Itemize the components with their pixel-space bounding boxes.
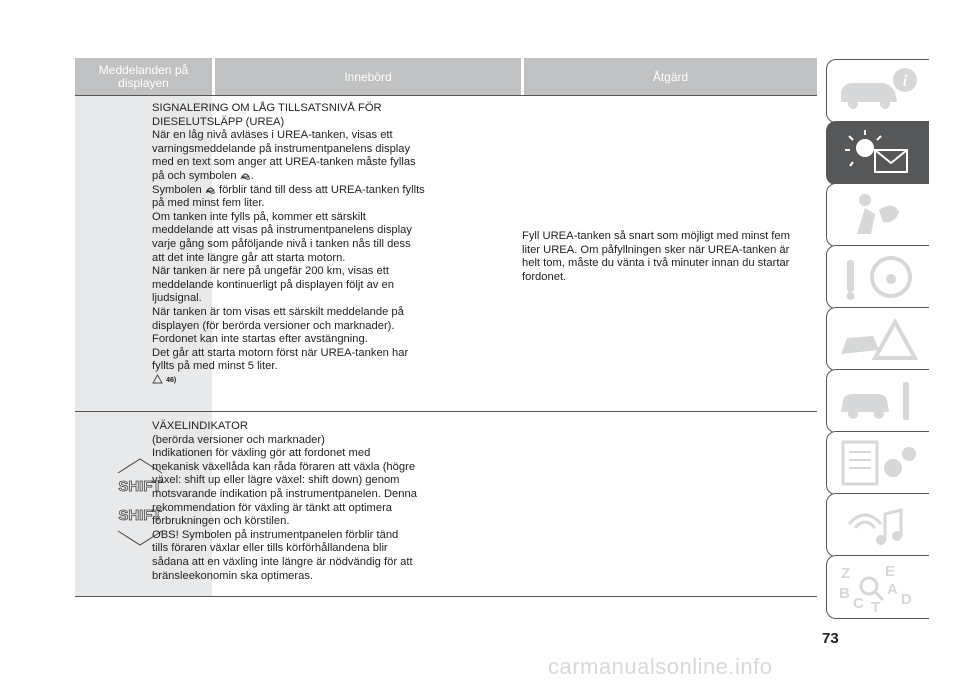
tab-starting-driving[interactable] (826, 245, 929, 309)
reference-number: 46) (166, 376, 177, 384)
text-fragment: på och symbolen (152, 169, 237, 182)
tab-car-info[interactable] (826, 59, 929, 123)
header-messages: Meddelanden på displayen (75, 58, 212, 96)
svg-text:i: i (902, 73, 908, 90)
text-line: varningsmeddelande på instrumentpanelens display (152, 142, 411, 155)
text-line: helt tom, måste du vänta i två minuter innan du startar (522, 257, 790, 270)
text-line: VÄXELINDIKATOR (152, 420, 248, 432)
row2-meaning (152, 420, 444, 583)
svg-text:Z: Z (841, 565, 851, 582)
warning-light-message-icon (835, 128, 925, 178)
row1-meaning (152, 102, 444, 387)
tab-index[interactable] (826, 555, 929, 619)
header-rule (75, 95, 817, 96)
text-line: displayen (för berörda versioner och marknader). (152, 319, 395, 332)
tab-maintenance[interactable] (826, 369, 929, 433)
text-line: växel: shift up eller lägre växel: shift down) genom (152, 474, 400, 487)
car-tools-icon (835, 376, 925, 426)
svg-text:A: A (887, 581, 898, 598)
text-line: ljudsignal. (152, 292, 202, 305)
tab-warning-lights[interactable] (826, 121, 929, 185)
text-line: Om tanken inte fylls på, kommer ett särskilt (152, 210, 366, 223)
text-line: När tanken är nere på ungefär 200 km, visas ett (152, 265, 389, 278)
tab-technical-data[interactable] (826, 431, 929, 495)
shift-up-label: SHIFT (118, 478, 162, 495)
multimedia-icon (835, 500, 925, 550)
tab-safety[interactable] (826, 183, 929, 247)
svg-text:D: D (901, 591, 912, 608)
svg-text:C: C (853, 595, 864, 612)
text-line: SIGNALERING OM LÅG TILLSATSNIVÅ FÖR (152, 102, 382, 114)
text-line: bränsleekonomin ska optimeras. (152, 569, 314, 582)
text-line: Fyll UREA-tanken så snart som möjligt med minst fem (522, 230, 790, 242)
caution-hand-icon (152, 374, 163, 384)
urea-warning-icon (205, 184, 216, 194)
text-line: mekanisk växellåda kan råda föraren att växla (högre (152, 460, 416, 473)
watermark: carmanualsonline.info (548, 654, 773, 679)
crash-warning-triangle-icon (835, 314, 925, 364)
text-line: Indikationen för växling gör att fordonet med (152, 447, 371, 460)
tab-multimedia[interactable] (826, 493, 929, 557)
alphabetical-index-icon (835, 562, 925, 612)
text-fragment: förblir tänd till dess att UREA-tanken fyllts (218, 183, 425, 196)
text-line: fyllts på med minst 5 liter. (152, 360, 278, 373)
row-divider (75, 411, 817, 412)
text-line: att det inte längre går att starta motorn. (152, 251, 346, 264)
page-number: 73 (822, 630, 839, 647)
text-line: Fordonet kan inte startas efter avstängning. (152, 333, 368, 346)
text-line: varje gång som påföljande nivå i tanken nås till dess (152, 237, 411, 250)
row1-action (522, 230, 812, 284)
airbag-seat-icon (835, 190, 925, 240)
key-steering-wheel-icon (835, 252, 925, 302)
text-line: rekommendation för växling är tänkt att optimera (152, 501, 393, 514)
tab-emergency[interactable] (826, 307, 929, 371)
text-line: motsvarande indikation på instrumentpanelen. Denna (152, 487, 417, 500)
specs-gears-icon (835, 438, 925, 488)
table-bottom-rule (75, 596, 817, 597)
text-line: När en låg nivå avläses i UREA-tanken, visas ett (152, 129, 393, 142)
text-line: meddelande att visas på instrumentpanelens display (152, 224, 412, 237)
text-line: Det går att starta motorn först när UREA-tanken har (152, 346, 409, 359)
shift-down-label: SHIFT (118, 507, 162, 524)
text-line: sådana att en växling inte längre är nödvändig för att (152, 555, 413, 568)
text-line: När tanken är tom visas ett särskilt meddelande på (152, 305, 404, 318)
text-line: meddelande kontinuerligt på displayen följt av en (152, 278, 394, 291)
text-line (152, 184, 444, 198)
reference-line (152, 374, 444, 388)
text-line: förbrukningen och körstilen. (152, 515, 290, 528)
urea-warning-icon (240, 170, 251, 180)
header-meaning: Innebörd (215, 58, 521, 96)
svg-text:E: E (885, 563, 896, 580)
text-fragment: Symbolen (152, 183, 202, 196)
car-info-icon (835, 66, 925, 116)
text-line: på med minst fem liter. (152, 197, 265, 210)
text-line: (berörda versioner och marknader) (152, 433, 325, 446)
svg-text:T: T (871, 599, 881, 612)
text-line: liter UREA. Om påfyllningen sker när UREA-tanken är (522, 243, 790, 256)
text-line: tills föraren växlar eller tills körförhållandena blir (152, 542, 388, 555)
header-action: Åtgärd (524, 58, 817, 96)
text-line: med en text som anger att UREA-tanken måste fyllas (152, 156, 416, 169)
text-line: fordonet. (522, 270, 567, 283)
text-line: på och symbolen . (152, 169, 254, 182)
text-line: DIESELUTSLÄPP (UREA) (152, 115, 285, 128)
text-line: OBS! Symbolen på instrumentpanelen förblir tänd (152, 528, 399, 541)
svg-text:B: B (839, 585, 850, 602)
